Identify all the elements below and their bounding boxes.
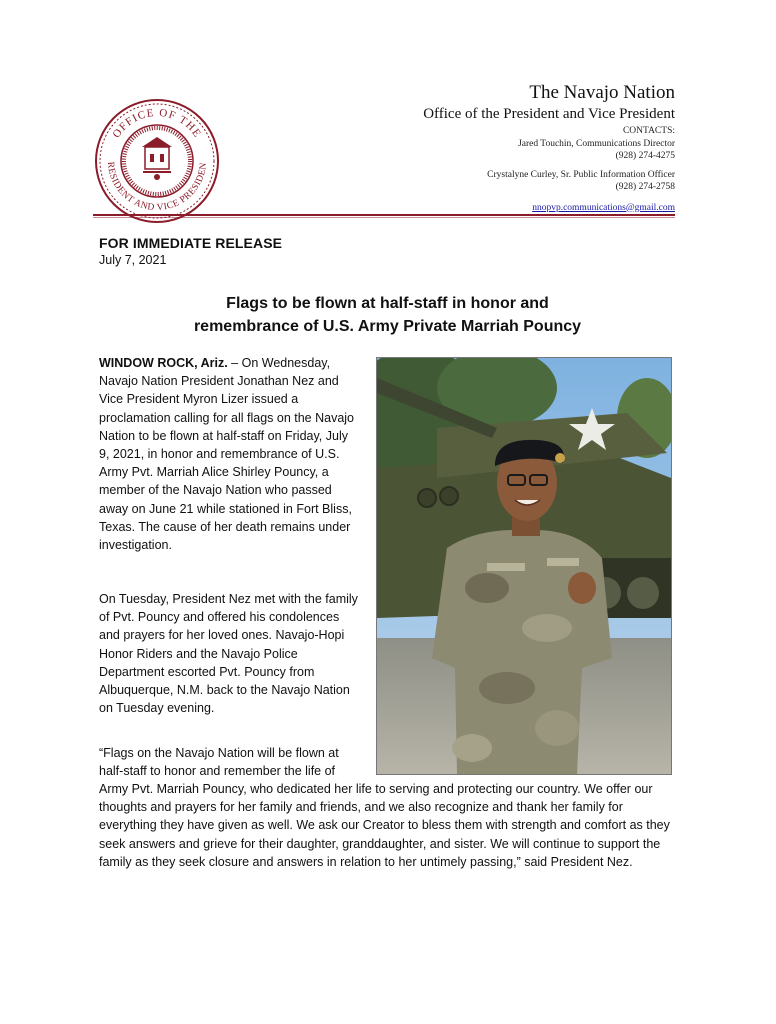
contact1-phone: (928) 274-4275 <box>615 151 675 161</box>
header-divider <box>93 214 675 216</box>
soldier-photo <box>376 357 672 775</box>
release-date: July 7, 2021 <box>99 253 167 267</box>
contact2-name: Crystalyne Curley, Sr. Public Information Officer <box>487 169 675 180</box>
org-name: The Navajo Nation <box>529 82 675 103</box>
headline-line-2: remembrance of U.S. Army Private Marriah Pouncy <box>193 318 582 335</box>
header-divider-thin <box>93 217 675 218</box>
paragraph-1 <box>99 354 361 554</box>
contacts-block <box>487 125 675 214</box>
org-header <box>423 82 675 124</box>
release-label: FOR IMMEDIATE RELEASE <box>99 235 283 251</box>
dateline: WINDOW ROCK, Ariz. <box>99 356 228 370</box>
headline-line-1: Flags to be flown at half-staff in honor and <box>226 295 549 312</box>
paragraph-2: On Tuesday, President Nez met with the family of Pvt. Pouncy and offered his condolences and prayers for her loved ones. Navajo-Hopi Honor Riders and the Navajo Police Department escorted Pvt. Pouncy from Albuquerque, N.M. back to the Navajo Nation on Tuesday evening. <box>99 592 358 716</box>
seal-ring-text-top: OFFICE OF THE <box>110 106 204 141</box>
contact1-name: Jared Touchin, Communications Director <box>518 138 675 149</box>
office-seal <box>95 99 219 223</box>
contact2-phone: (928) 274-2758 <box>615 182 675 192</box>
paragraph-3-rest: Army Pvt. Marriah Pouncy, who dedicated her life to serving and protecting our country. We offer our thoughts and prayers for her family and friends, and we also recognize and thank her family for everything they have given as well. We ask our Creator to bless them with strength and comfort as they seek answers and grieve for their daughter, granddaughter, and sister. We will continue to support the family as they seek closure and answers in relation to her untimely passing,” said President Nez. <box>99 782 670 869</box>
svg-text:OFFICE OF THE <box>110 107 203 140</box>
office-name: Office of the President and Vice President <box>423 106 675 122</box>
paragraph-3-start: “Flags on the Navajo Nation will be flown at half-staff to honor and remember the life of <box>99 746 339 779</box>
contact-email-link[interactable]: nnopvp.communications@gmail.com <box>532 202 675 213</box>
seal-ring-text-bottom: RESIDENT AND VICE PRESIDEN <box>104 161 210 214</box>
headline <box>99 292 676 338</box>
contacts-label: CONTACTS: <box>622 126 675 136</box>
paragraph-1-text: – On Wednesday, Navajo Nation President Jonathan Nez and Vice President Myron Lizer issued a proclamation calling for all flags on the Navajo Nation to be flown at half-staff on Friday, July 9, 2021, in honor and remembrance of U.S. Army Pvt. Marriah Alice Shirley Pouncy, a member of the Navajo Nation who passed away on June 21 while stationed in Fort Bliss, Texas. The cause of her death remains under investigation. <box>99 356 354 553</box>
